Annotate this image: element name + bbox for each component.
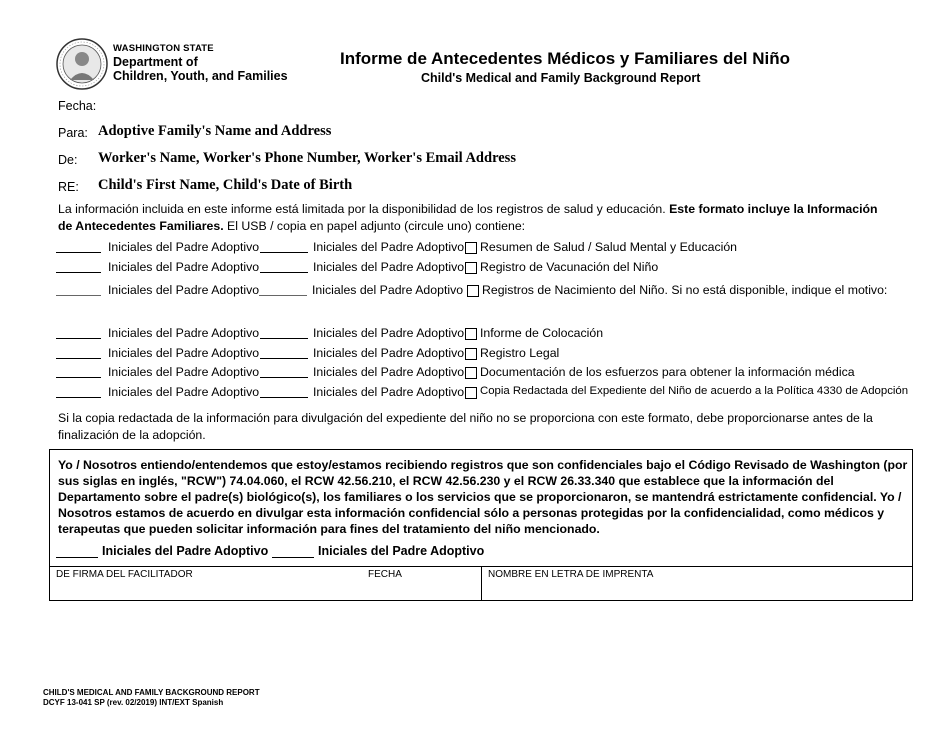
facilitator-signature-label: DE FIRMA DEL FACILITADOR [56, 569, 193, 580]
checklist-label: Registro Legal [480, 346, 560, 360]
initials-label-1: Iniciales del Padre Adoptivo [108, 326, 260, 340]
initials-blank-2[interactable] [260, 260, 308, 273]
intro-bold: Este formato incluye la Información de Antecedentes Familiares. [58, 202, 878, 233]
initials-blank-2[interactable] [260, 346, 308, 359]
checklist-label: Registros de Nacimiento del Niño. Si no está disponible, indique el motivo: [482, 283, 888, 297]
agency-line1: WASHINGTON STATE [113, 43, 214, 54]
initials-blank-1[interactable] [56, 260, 101, 273]
initials-blank-1[interactable] [56, 346, 101, 359]
checkbox[interactable] [465, 348, 477, 360]
checklist-label: Copia Redactada del Expediente del Niño de acuerdo a la Política 4330 de Adopción [480, 385, 909, 397]
state-seal-logo [56, 38, 108, 90]
footer-line2: DCYF 13-041 SP (rev. 02/2019) INT/EXT Spanish [43, 698, 224, 707]
intro-paragraph [58, 201, 888, 235]
initials-label-1: Iniciales del Padre Adoptivo [108, 365, 260, 379]
initials-label-2: Iniciales del Padre Adoptivo [313, 240, 465, 254]
checkbox[interactable] [467, 285, 479, 297]
initials-label-2: Iniciales del Padre Adoptivo [313, 260, 465, 274]
re-value: Child's First Name, Child's Date of Birth [98, 177, 353, 193]
initials-blank-1[interactable] [56, 385, 101, 398]
checklist-label: Resumen de Salud / Salud Mental y Educación [480, 240, 738, 254]
initials-label-1: Iniciales del Padre Adoptivo [108, 240, 260, 254]
initials-label-2: Iniciales del Padre Adoptivo [313, 365, 465, 379]
print-name-label: NOMBRE EN LETRA DE IMPRENTA [488, 569, 654, 580]
box-initials-blank-1[interactable] [56, 544, 98, 558]
initials-blank-2[interactable] [260, 326, 308, 339]
checkbox[interactable] [465, 262, 477, 274]
initials-label-2: Iniciales del Padre Adoptivo [312, 283, 464, 297]
initials-blank-2[interactable] [260, 385, 308, 398]
agency-line2: Department of [113, 54, 198, 69]
checklist-label: Documentación de los esfuerzos para obtener la información médica [480, 365, 855, 379]
initials-label-1: Iniciales del Padre Adoptivo [108, 260, 260, 274]
initials-label-2: Iniciales del Padre Adoptivo [313, 346, 465, 360]
box-initials-blank-2[interactable] [272, 544, 314, 558]
checkbox[interactable] [465, 367, 477, 379]
initials-label-1: Iniciales del Padre Adoptivo [108, 283, 260, 297]
box-initials-label-1: Iniciales del Padre Adoptivo [102, 544, 269, 558]
checkbox[interactable] [465, 242, 477, 254]
redacted-copy-note: Si la copia redactada de la información para divulgación del expediente del niño no se proporciona con este formato, debe proporcionarse antes de la finalización de la adopción. [58, 411, 873, 442]
re-label: RE: [58, 180, 79, 194]
initials-label-1: Iniciales del Padre Adoptivo [108, 385, 260, 399]
intro-text: La información incluida en este informe está limitada por la disponibilidad de los registros de salud y educación. [58, 202, 670, 216]
para-label: Para: [58, 126, 88, 140]
checklist-label: Informe de Colocación [480, 326, 604, 340]
initials-blank-1[interactable] [56, 240, 101, 253]
de-value: Worker's Name, Worker's Phone Number, Worker's Email Address [98, 150, 516, 166]
de-label: De: [58, 153, 78, 167]
checkbox[interactable] [465, 328, 477, 340]
document-subtitle: Child's Medical and Family Background Report [421, 71, 701, 85]
fecha-label: Fecha: [58, 99, 97, 113]
initials-blank-2[interactable] [259, 283, 307, 296]
box-initials-label-2: Iniciales del Padre Adoptivo [318, 544, 485, 558]
document-title: Informe de Antecedentes Médicos y Familiares del Niño [340, 49, 790, 68]
agency-line3: Children, Youth, and Families [113, 69, 288, 84]
confidentiality-statement: Yo / Nosotros entiendo/entendemos que estoy/estamos recibiendo registros que son confidenciales bajo el Código Revisado de Washington (por sus siglas en inglés, "RCW") 74.04.060, el RCW 42.56.210, el RCW 42.56.230 y el RCW 26.33.340 que establece que la información del Departamento sobre el padre(s) biológico(s), los familiares o los servicios que se proporcionaron, se mantendrá estrictamente confidencial. Yo / Nosotros estamos de acuerdo en divulgar esta información confidencial sólo a personas protegidas por la confidencialidad, como médicos y terapeutas que pueden solicitar información para fines del tratamiento del niño mencionado. [58, 458, 908, 536]
form-footer [43, 688, 260, 708]
initials-label-2: Iniciales del Padre Adoptivo [313, 326, 465, 340]
footer-line1: CHILD'S MEDICAL AND FAMILY BACKGROUND REPORT [43, 688, 260, 697]
initials-blank-2[interactable] [260, 365, 308, 378]
agency-name [113, 44, 288, 84]
intro-tail: El USB / copia en papel adjunto (circule uno) contiene: [223, 219, 526, 233]
signature-date-label: FECHA [368, 569, 402, 580]
checklist-label: Registro de Vacunación del Niño [480, 260, 659, 274]
initials-blank-1[interactable] [56, 326, 101, 339]
initials-label-2: Iniciales del Padre Adoptivo [313, 385, 465, 399]
checkbox[interactable] [465, 387, 477, 399]
initials-blank-1[interactable] [56, 283, 101, 296]
initials-blank-2[interactable] [260, 240, 308, 253]
initials-blank-1[interactable] [56, 365, 101, 378]
signature-column-divider [481, 566, 482, 601]
para-value: Adoptive Family's Name and Address [98, 123, 332, 139]
initials-label-1: Iniciales del Padre Adoptivo [108, 346, 260, 360]
